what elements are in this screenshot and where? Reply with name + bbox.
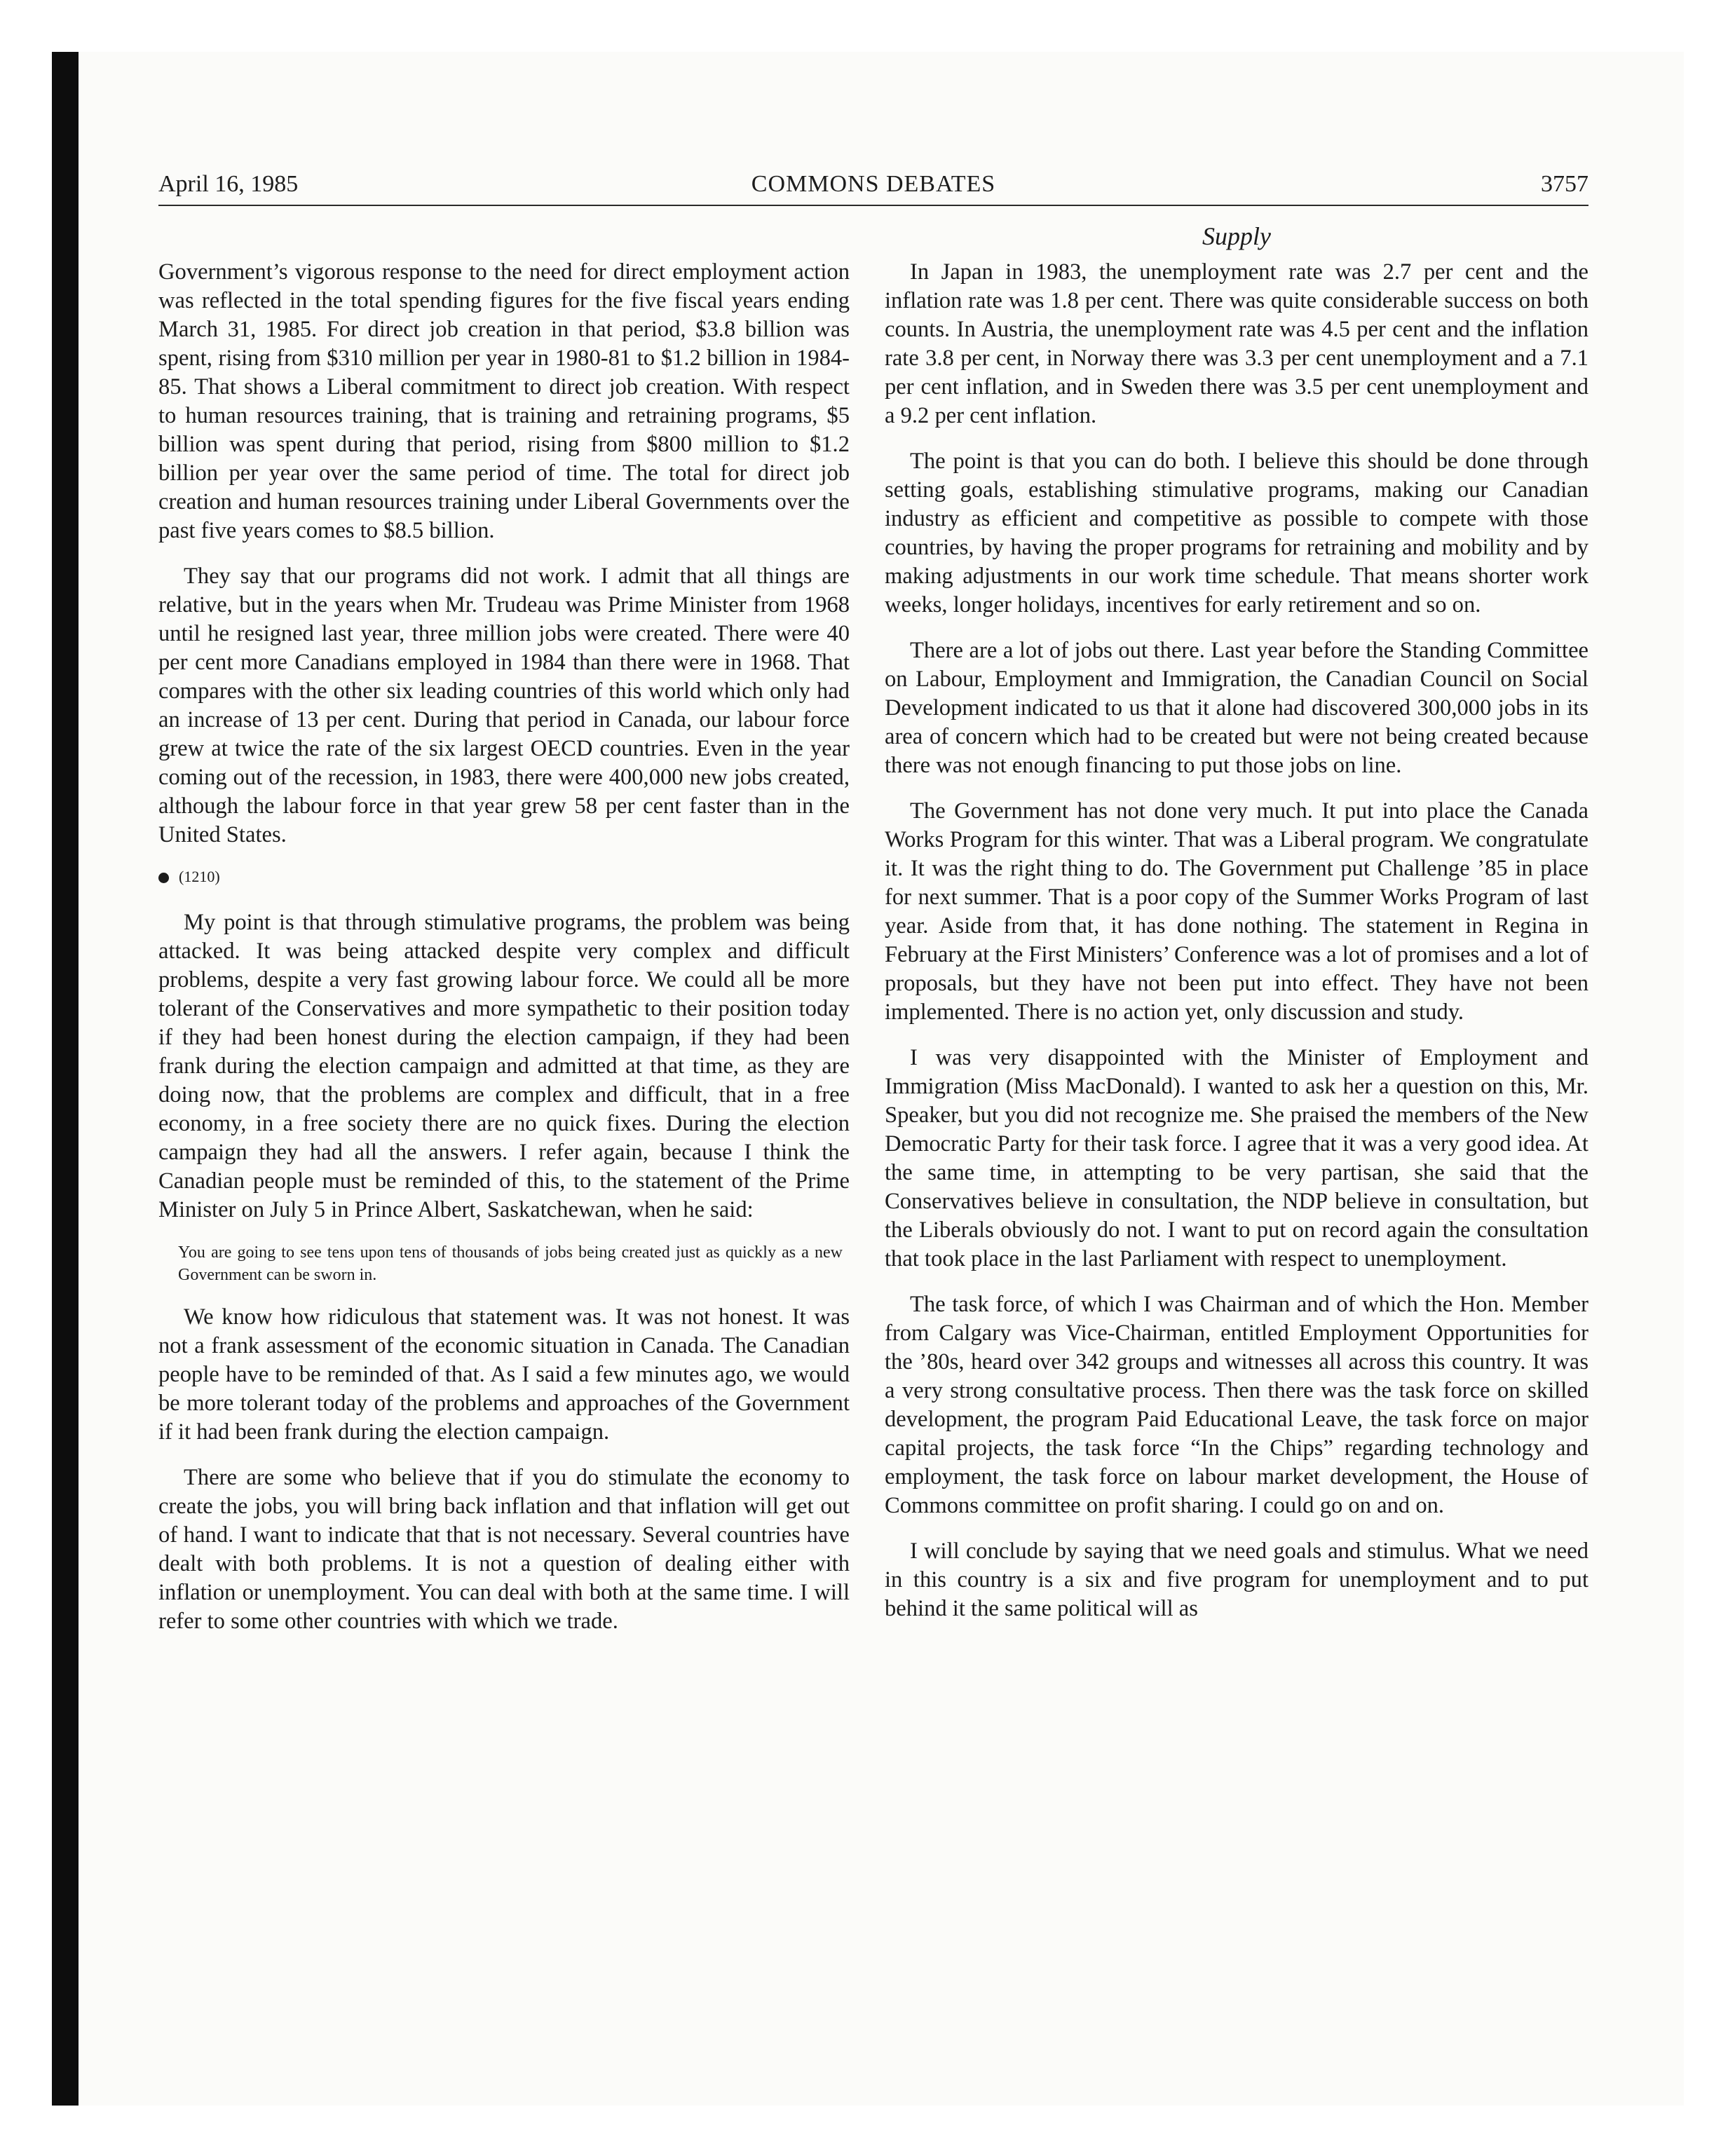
time-marker [158, 866, 850, 887]
paragraph: I was very disappointed with the Minister of Employment and Immigration (Miss MacDonald). I wanted to ask her a question on this, Mr. Speaker, but you did not recognize me. She praised the members of the New Democratic Party for their task force. I agree that it was a very good idea. At the same time, in attempting to be very partisan, she said that the Conservatives believe in consultation, the NDP believe in consultation, but the Liberals obviously do not. I want to put on record again the consultation that took place in the last Parliament with respect to unemployment. [885, 1045, 1588, 1271]
paragraph: The point is that you can do both. I believe this should be done through setting goals, establishing stimulative programs, making our Canadian industry as efficient and competitive as possible to compete with those countries, by having the proper programs for retraining and mobility and by making adjustments in our work time schedule. That means shorter work weeks, longer holidays, incentives for early retirement and so on. [885, 449, 1588, 618]
time-marker-text: (1210) [179, 868, 220, 885]
paragraph: The task force, of which I was Chairman and of which the Hon. Member from Calgary was Vice-Chairman, entitled Employment Opportunities for the ’80s, heard over 342 groups and witnesses all across this country. It was a very strong consultative process. Then there was the task force on skilled development, the program Paid Educational Leave, the task force on major capital projects, the task force “In the Chips” regarding technology and employment, the task force on labour market development, the House of Commons committee on profit sharing. I could go on and on. [885, 1292, 1588, 1518]
right-column [885, 258, 1588, 1640]
paragraph: There are some who believe that if you do stimulate the economy to create the jobs, you will bring back inflation and that inflation will get out of hand. I want to indicate that that is not necessary. Several countries have dealt with both problems. It is not a question of dealing either with inflation or unemployment. You can deal with both at the same time. I will refer to some other countries with which we trade. [158, 1465, 850, 1634]
paragraph: In Japan in 1983, the unemployment rate was 2.7 per cent and the inflation rate was 1.8 per cent. There was quite considerable success on both counts. In Austria, the unemployment rate was 4.5 per cent and the inflation rate 3.8 per cent, in Norway there was 3.3 per cent unemployment and a 7.1 per cent inflation, and in Sweden there was 3.5 per cent unemployment and a 9.2 per cent inflation. [885, 259, 1588, 428]
paragraph: There are a lot of jobs out there. Last year before the Standing Committee on Labour, Employment and Immigration, the Canadian Council on Social Development indicated to us that it alone had discovered 300,000 jobs in its area of concern which had to be created but were not being created because there was not enough financing to put those jobs on line. [885, 638, 1588, 778]
paragraph: They say that our programs did not work. I admit that all things are relative, but in the years when Mr. Trudeau was Prime Minister from 1968 until he resigned last year, three million jobs were created. There were 40 per cent more Canadians employed in 1984 than there were in 1968. That compares with the other six leading countries of this world which only had an increase of 13 per cent. During that period in Canada, our labour force grew at twice the rate of the six largest OECD countries. Even in the year coming out of the recession, in 1983, there were 400,000 new jobs created, although the labour force in that year grew 58 per cent faster than in the United States. [158, 564, 850, 847]
header-date: April 16, 1985 [158, 171, 299, 197]
paragraph: I will conclude by saying that we need goals and stimulus. What we need in this country is a six and five program for unemployment and to put behind it the same political will as [885, 1538, 1588, 1621]
page-number: 3757 [1541, 171, 1588, 197]
paragraph: Government’s vigorous response to the need for direct employment action was reflected in the total spending figures for the five fiscal years ending March 31, 1985. For direct job creation in that period, $3.8 billion was spent, rising from $310 million per year in 1980-81 to $1.2 billion in 1984-85. That shows a Liberal commitment to direct job creation. With respect to human resources training, that is training and retraining programs, $5 billion was spent during that period, rising from $800 million to $1.2 billion per year over the same period of time. The total for direct job creation and human resources training under Liberal Governments over the past five years comes to $8.5 billion. [158, 259, 850, 543]
section-heading: Supply [1202, 222, 1271, 250]
paragraph: The Government has not done very much. It put into place the Canada Works Program for this winter. That was a Liberal program. We congratulate it. It was the right thing to do. The Government put Challenge ’85 in place for next summer. That is a poor copy of the Summer Works Program of last year. Aside from that, it has done nothing. The statement in Regina in February at the First Ministers’ Conference was a lot of promises and a lot of proposals, but they have not been put into effect. They have not been implemented. There is no action yet, only discussion and study. [885, 798, 1588, 1025]
page-header [158, 168, 1588, 206]
header-title: COMMONS DEBATES [751, 171, 996, 197]
paragraph: My point is that through stimulative programs, the problem was being attacked. It was being attacked despite very complex and difficult problems, despite a very fast growing labour force. We could all be more tolerant of the Conservatives and more sympathetic to their position today if they had been honest during the election campaign, if they had been frank during the election campaign and admitted at that time, as they are doing now, that the problems are complex and difficult, that in a free economy, in a free society there are no quick fixes. During the election campaign they had all the answers. I refer again, because I think the Canadian people must be reminded of this, to the statement of the Prime Minister on July 5 in Prince Albert, Saskatchewan, when he said: [158, 910, 850, 1222]
block-quote: You are going to see tens upon tens of thousands of jobs being created just as quickly as a new Government can be sworn in. [178, 1243, 843, 1284]
paragraph: We know how ridiculous that statement was. It was not honest. It was not a frank assessment of the economic situation in Canada. The Canadian people have to be reminded of that. As I said a few minutes ago, we would be more tolerant today of the problems and approaches of the Government if it had been frank during the election campaign. [158, 1304, 850, 1445]
left-column [158, 258, 850, 1653]
scan-edge [52, 52, 79, 2106]
bullet-icon [158, 873, 169, 883]
